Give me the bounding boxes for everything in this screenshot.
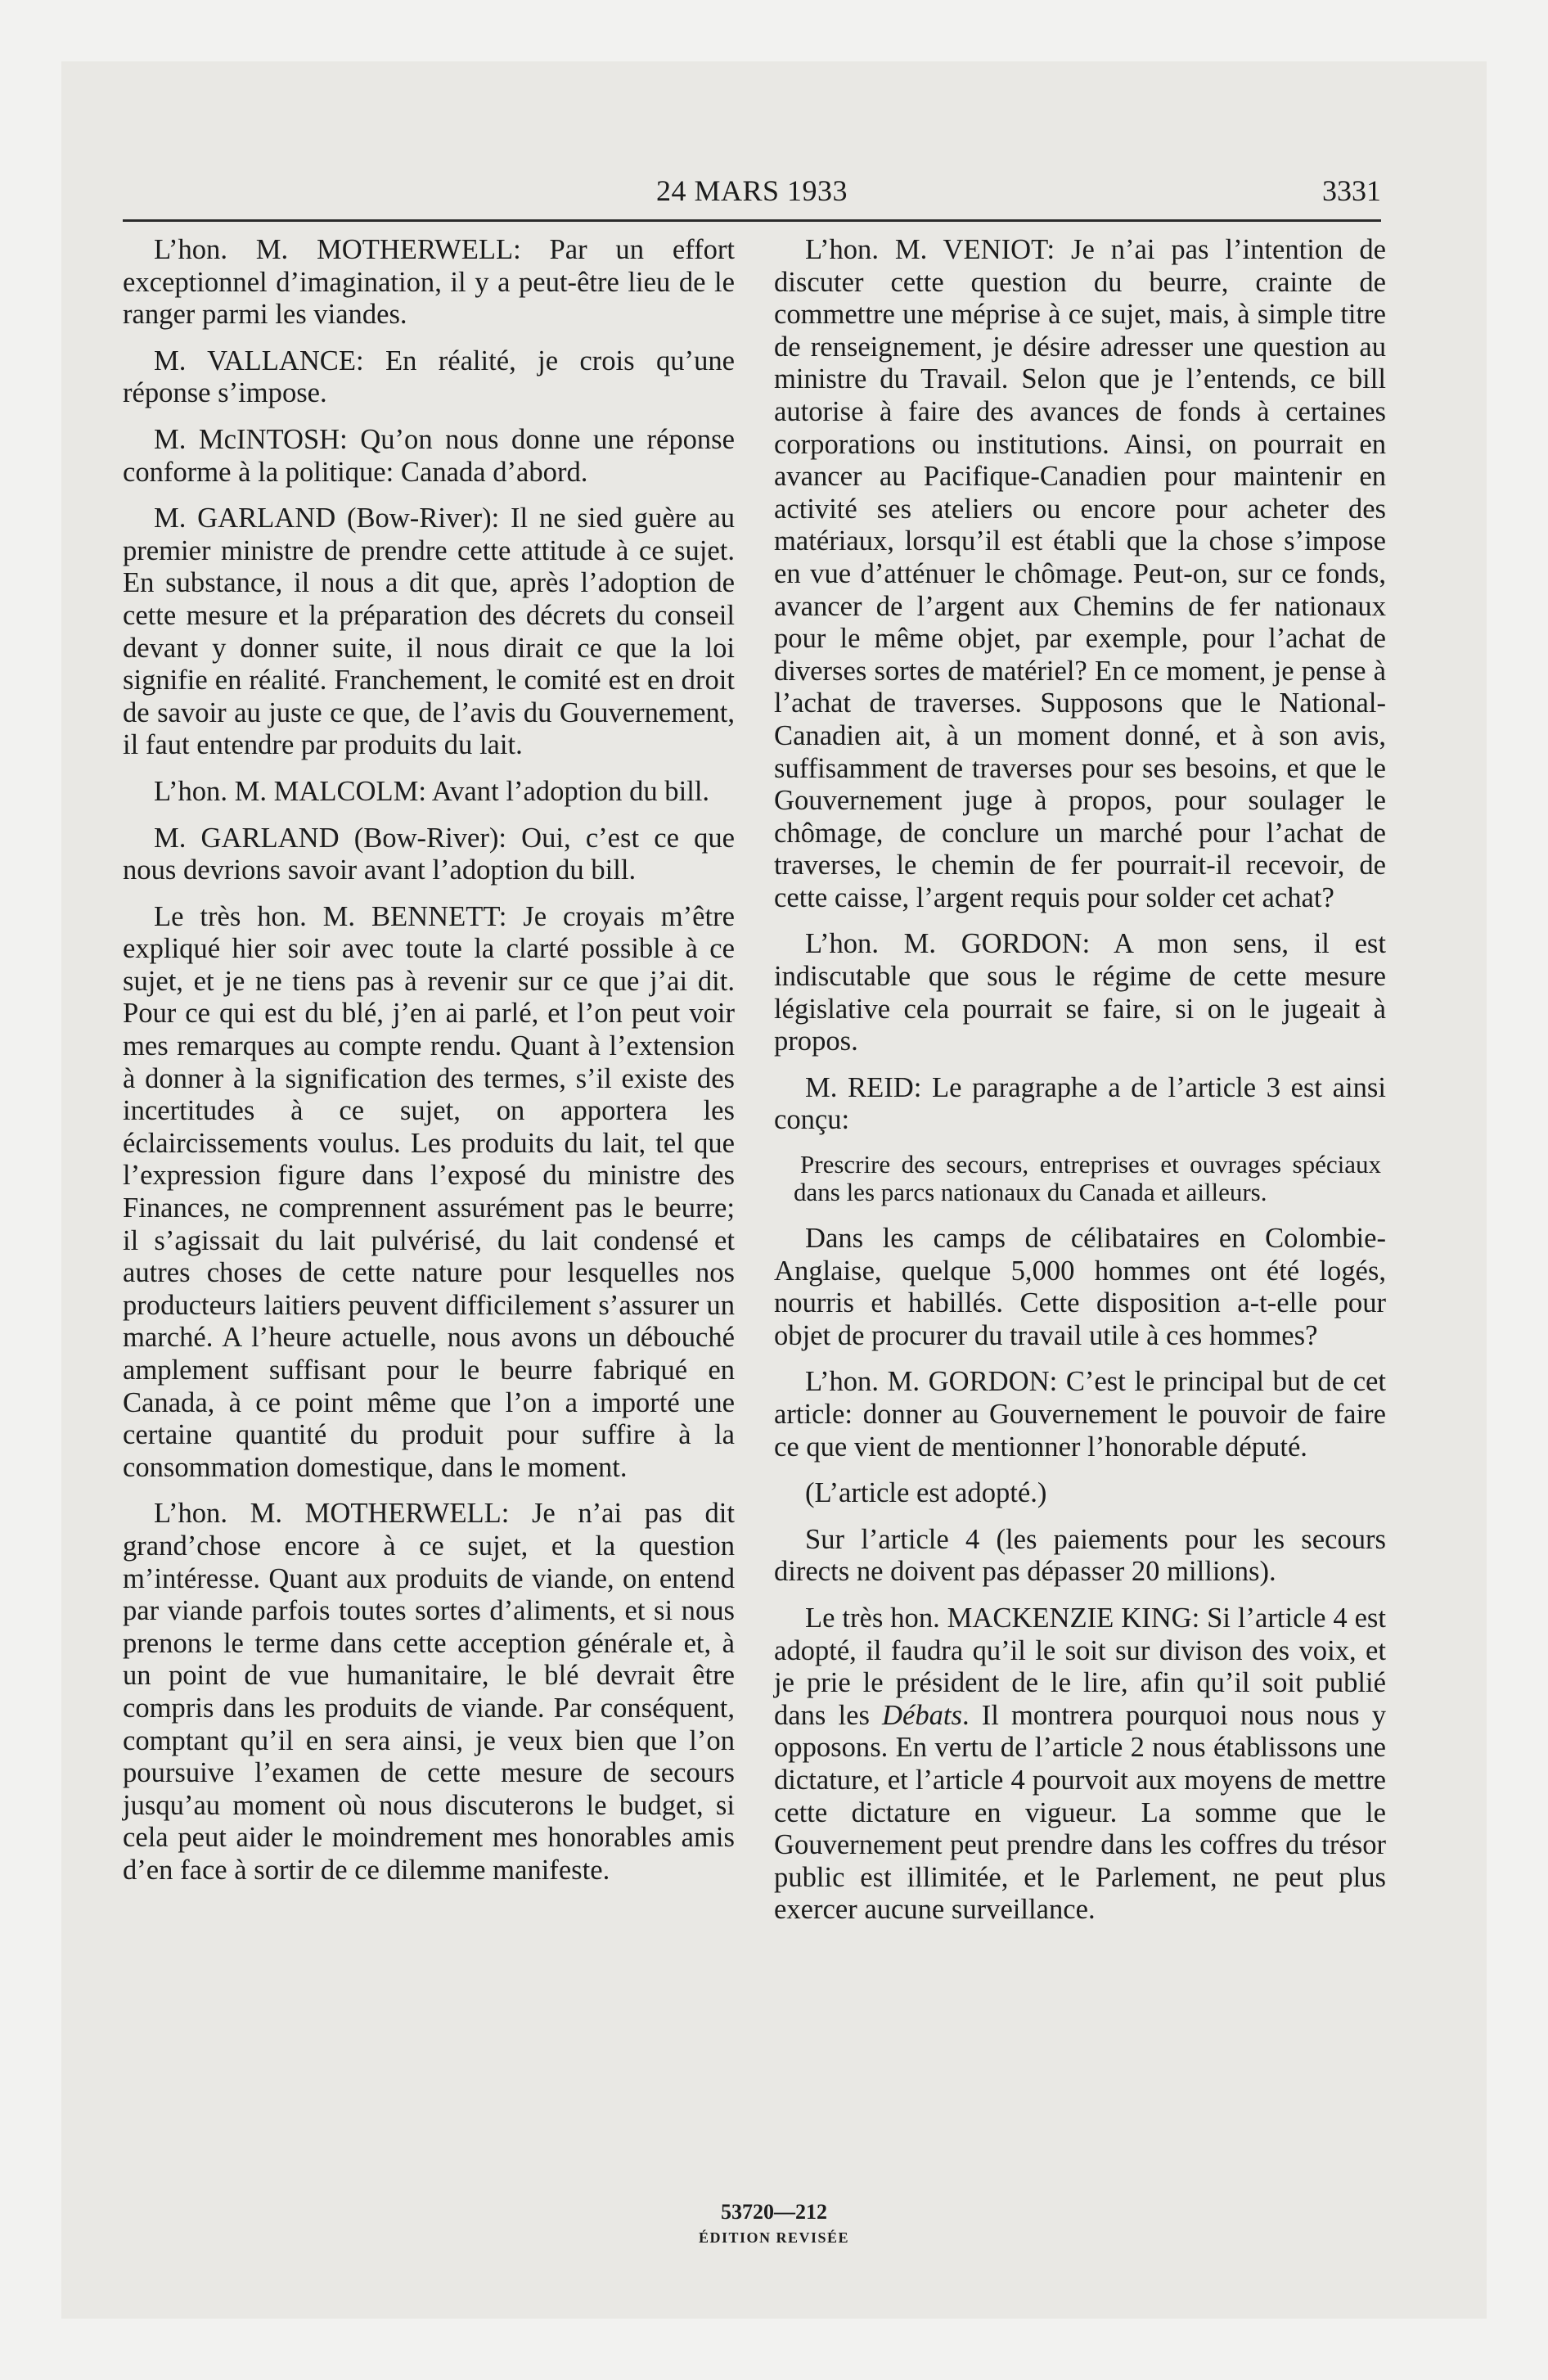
footer-edition: ÉDITION REVISÉE (698, 2229, 850, 2246)
paragraph: L’hon. M. MALCOLM: Avant l’adoption du bill. (154, 775, 710, 807)
left-column (123, 234, 735, 1901)
quoted-clause: Prescrire des secours, entreprises et ouvrages spéciaux dans les parcs nationaux du Canada et ailleurs. (794, 1150, 1381, 1207)
footer-number: 53720—212 (721, 2200, 827, 2224)
italic-run: Débats (882, 1699, 962, 1731)
paragraph (774, 1602, 1386, 1927)
paragraph: Le très hon. M. BENNETT: Je croyais m’être expliqué hier soir avec toute la clarté possible à ce sujet, et je ne tiens pas à revenir sur ce que j’ai dit. Pour ce qui est du blé, j’en ai parlé, et l’on peut voir mes remarques au compte rendu. Quant à l’extension à donner à la signification des termes, s’il existe des incertitudes à ce sujet, on apportera les éclaircissements voulus. Les produits du lait, tel que l’expression figure dans l’exposé du ministre des Finances, ne comprennent assurément pas le beurre; il s’agissait du lait pulvérisé, du lait condensé et autres choses de cette nature pour lesquelles nos producteurs laitiers peuvent difficilement s’assurer un marché. A l’heure actuelle, nous avons un débouché amplement suffisant pour le beurre fabriqué en Canada, à ce point même que l’on a importé une certaine quantité du produit pour suffire à la consommation domestique, dans le moment. (123, 900, 735, 1483)
paragraph: M. GARLAND (Bow-River): Il ne sied guère au premier ministre de prendre cette attitude à ce sujet. En substance, il nous a dit que, après l’adoption de cette mesure et la préparation des décrets du conseil devant y donner suite, il nous dirait ce que la loi signifie en réalité. Franchement, le comité est en droit de savoir au juste ce que, de l’avis du Gouvernement, il faut entendre par produits du lait. (123, 503, 735, 761)
paragraph: L’hon. M. MOTHERWELL: Par un effort exceptionnel d’imagination, il y a peut-être lieu de le ranger parmi les viandes. (123, 234, 735, 331)
page-number: 3331 (1322, 174, 1381, 207)
right-column (774, 234, 1386, 1941)
paragraph: Sur l’article 4 (les paiements pour les secours directs ne doivent pas dépasser 20 millions). (774, 1523, 1386, 1588)
paragraph: L’hon. M. MOTHERWELL: Je n’ai pas dit grand’chose encore à ce sujet, et la question m’intéresse. Quant aux produits de viande, on entend par viande parfois toutes sortes d’aliments, et si nous prenons le terme dans cette acception générale et, à un point de vue humanitaire, le blé devrait être compris dans les produits de viande. Par conséquent, comptant qu’il en sera ainsi, je veux bien que l’on poursuive l’examen de cette mesure de secours jusqu’au moment où nous discuterons le budget, si cela peut aider le moindrement mes honorables amis d’en face à sortir de ce dilemme manifeste. (123, 1498, 735, 1886)
page-header (123, 174, 1381, 213)
header-rule (123, 219, 1381, 222)
paragraph: L’hon. M. GORDON: C’est le principal but de cet article: donner au Gouvernement le pouvoir de faire ce que vient de mentionner l’honorable député. (774, 1366, 1386, 1463)
paragraph: M. GARLAND (Bow-River): Oui, c’est ce que nous devrions savoir avant l’adoption du bill. (123, 822, 735, 886)
text-run: . Il montrera pourquoi nous nous y opposons. En vertu de l’article 2 nous établissons une dictature, et l’article 4 pourvoit aux moyens de mettre cette dictature en vigueur. La somme que le Gouvernement peut prendre dans les coffres du trésor public est illimitée, et le Parlement, ne peut plus exercer aucune surveillance. (774, 1699, 1386, 1926)
text-run: Le très hon. MACKENZIE KING: Si l’article 4 est adopté, il faudra qu’il le soit sur divison des voix, et je prie le président de le lire, afin qu’il soit publié dans les (774, 1602, 1386, 1731)
paragraph: L’hon. M. VENIOT: Je n’ai pas l’intention de discuter cette question du beurre, crainte de commettre une méprise à ce sujet, mais, à simple titre de renseignement, je désire adresser une question au ministre du Travail. Selon que je l’entends, ce bill autorise à faire des avances de fonds à certaines corporations ou institutions. Ainsi, on pourrait en avancer au Pacifique-Canadien pour maintenir en activité ses ateliers ou encore pour acheter des matériaux, lorsqu’il est établi que la chose s’impose en vue d’atténuer le chômage. Peut-on, sur ce fonds, avancer de l’argent aux Chemins de fer nationaux pour le même objet, par exemple, pour l’achat de diverses sortes de matériel? En ce moment, je pense à l’achat de traverses. Supposons que le National-Canadien ait, à un moment donné, et à son avis, suffisamment de traverses pour ses besoins, et que le Gouvernement juge à propos, pour soulager le chômage, de conclure un marché pour l’achat de traverses, le chemin de fer pourrait-il recevoir, de cette caisse, l’argent requis pour solder cet achat? (774, 234, 1386, 913)
header-date: 24 MARS 1933 (655, 174, 848, 207)
paragraph: Dans les camps de célibataires en Colombie-Anglaise, quelque 5,000 hommes ont été logés, nourris et habillés. Cette disposition a-t-elle pour objet de procurer du travail utile à ces hommes? (774, 1223, 1386, 1351)
paragraph: M. VALLANCE: En réalité, je crois qu’une réponse s’impose. (123, 345, 735, 409)
paragraph: (L’article est adopté.) (805, 1477, 1047, 1509)
paragraph: L’hon. M. GORDON: A mon sens, il est indiscutable que sous le régime de cette mesure législative cela pourrait se faire, si on le jugeait à propos. (774, 928, 1386, 1057)
paragraph: M. REID: Le paragraphe a de l’article 3 est ainsi conçu: (774, 1071, 1386, 1136)
paragraph: M. McINTOSH: Qu’on nous donne une réponse conforme à la politique: Canada d’abord. (123, 423, 735, 488)
